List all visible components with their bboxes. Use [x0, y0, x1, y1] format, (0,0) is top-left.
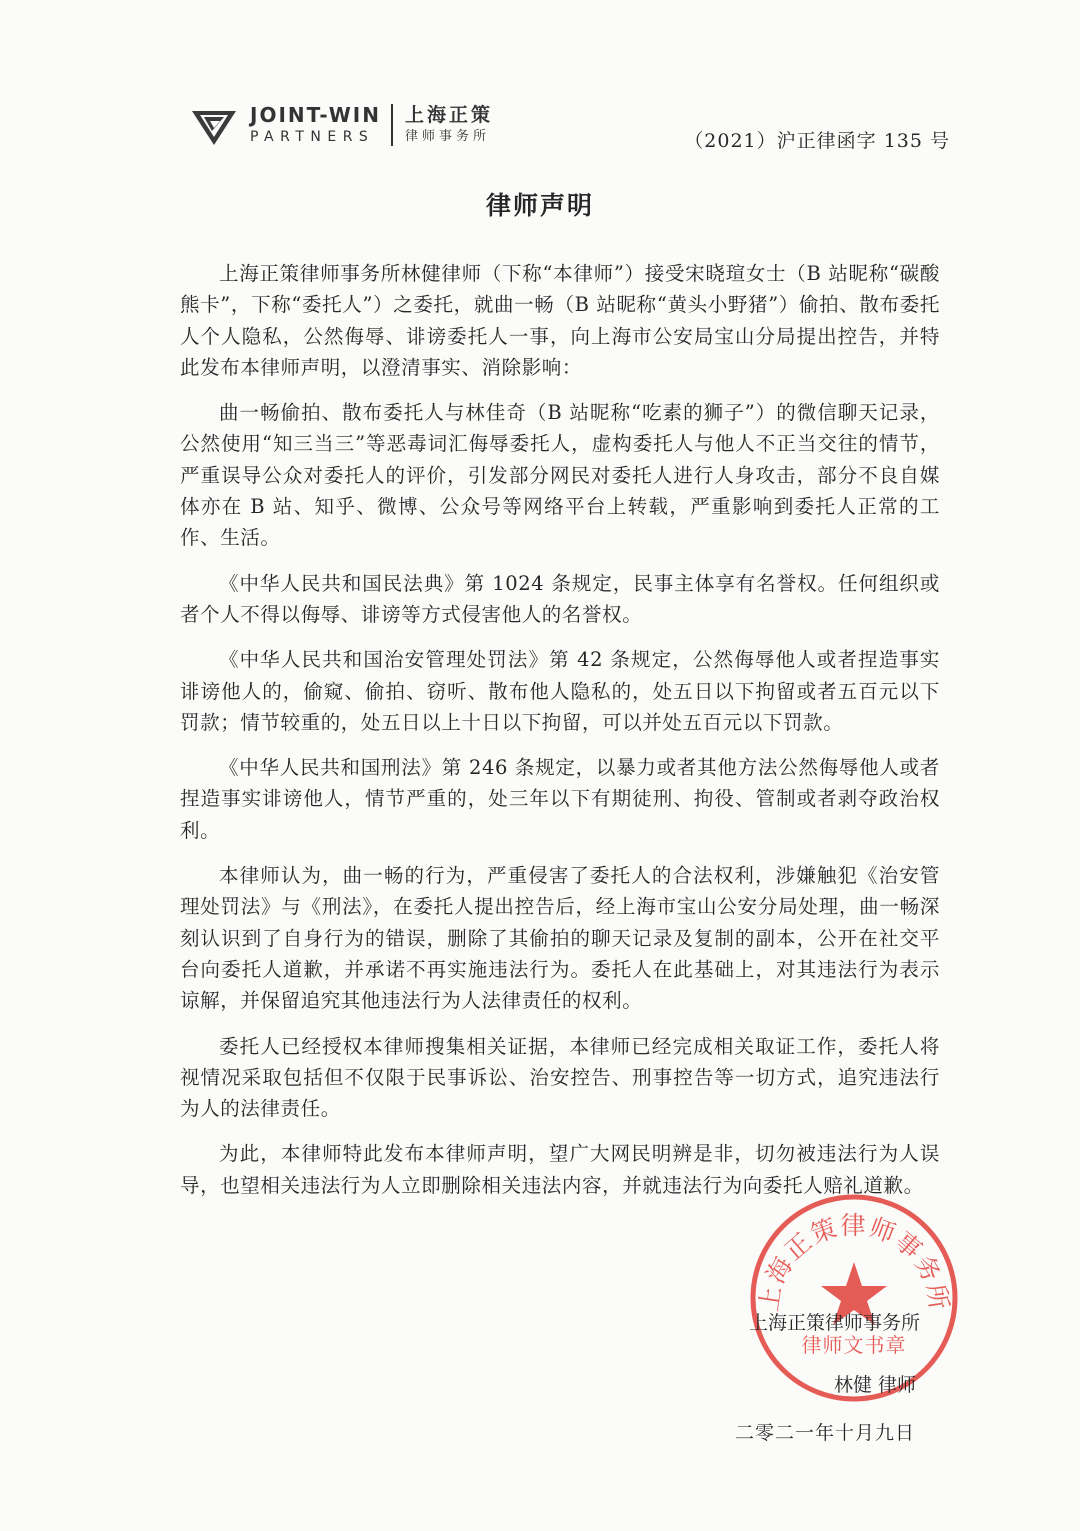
paragraph: 曲一畅偷拍、散布委托人与林佳奇（B 站昵称“吃素的狮子”）的微信聊天记录，公然使用“知三当三”等恶毒词汇侮辱委托人，虚构委托人与他人不正当交往的情节，严重误导公众对委托人的评价，引发部分网民对委托人进行人身攻击，部分不良自媒体亦在 B 站、知乎、微博、公众号等网络平台上转载，严重影响到委托人正常的工作、生活。	[180, 401, 940, 550]
logo-en-line2: PARTNERS	[250, 129, 375, 145]
signature-firm: 上海正策律师事务所	[748, 1312, 920, 1334]
seal-bottom-text: 律师文书章	[801, 1333, 907, 1357]
paragraph: 上海正策律师事务所林健律师（下称“本律师”）接受宋晓瑄女士（B 站昵称“碳酸熊卡”，下称“委托人”）之委托，就曲一畅（B 站昵称“黄头小野猪”）偷拍、散布委托人个人隐私，公然侮辱、诽谤委托人一事，向上海市公安局宝山分局提出控告，并特此发布本律师声明，以澄清事实、消除影响：	[180, 262, 940, 379]
logo-cn-line2: 律师事务所	[404, 129, 490, 144]
paragraph: 《中华人民共和国治安管理处罚法》第 42 条规定，公然侮辱他人或者捏造事实诽谤他人的，偷窥、偷拍、窃听、散布他人隐私的，处五日以下拘留或者五百元以下罚款；情节较重的，处五日以上十日以下拘留，可以并处五百元以下罚款。	[180, 648, 940, 734]
paragraph: 委托人已经授权本律师搜集相关证据，本律师已经完成相关取证工作，委托人将视情况采取包括但不仅限于民事诉讼、治安控告、刑事控告等一切方式，追究违法行为人的法律责任。	[180, 1034, 940, 1121]
logo-english	[250, 103, 381, 147]
signature-lawyer: 林健 律师	[833, 1374, 916, 1396]
paragraph: 本律师认为，曲一畅的行为，严重侵害了委托人的合法权利，涉嫌触犯《治安管理处罚法》与《刑法》，在委托人提出控告后，经上海市宝山公安分局处理，曲一畅深刻认识到了自身行为的错误，删除了其偷拍的聊天记录及复制的副本，公开在社交平台向委托人道歉，并承诺不再实施违法行为。委托人在此基础上，对其违法行为表示谅解，并保留追究其他违法行为人法律责任的权利。	[180, 864, 940, 1013]
paragraph: 《中华人民共和国民法典》第 1024 条规定，民事主体享有名誉权。任何组织或者个人不得以侮辱、诽谤等方式侵害他人的名誉权。	[180, 571, 940, 626]
logo-divider	[391, 104, 393, 146]
joint-win-logo-icon	[190, 101, 238, 149]
signature-block	[749, 1292, 920, 1416]
page-title: 律师声明	[485, 191, 594, 220]
paragraph: 《中华人民共和国刑法》第 246 条规定，以暴力或者其他方法公然侮辱他人或者捏造事实诽谤他人，情节严重的，处三年以下有期徒刑、拘役、管制或者剥夺政治权利。	[180, 756, 940, 842]
firm-logo	[190, 100, 493, 150]
seal-arc-text: 上海正策律师事务所	[754, 1210, 954, 1314]
logo-cn-line1: 上海正策	[404, 104, 493, 126]
statement-body	[180, 258, 940, 1215]
logo-en-line1: JOINT-WIN	[250, 103, 381, 127]
logo-chinese	[405, 103, 493, 147]
paragraph: 为此，本律师特此发布本律师声明，望广大网民明辨是非，切勿被违法行为人误导，也望相关违法行为人立即删除相关违法内容，并就违法行为向委托人赔礼道歉。	[180, 1142, 940, 1197]
document-number: （2021）沪正律函字 135 号	[684, 130, 950, 152]
signature-date: 二零二一年十月九日	[734, 1422, 915, 1444]
